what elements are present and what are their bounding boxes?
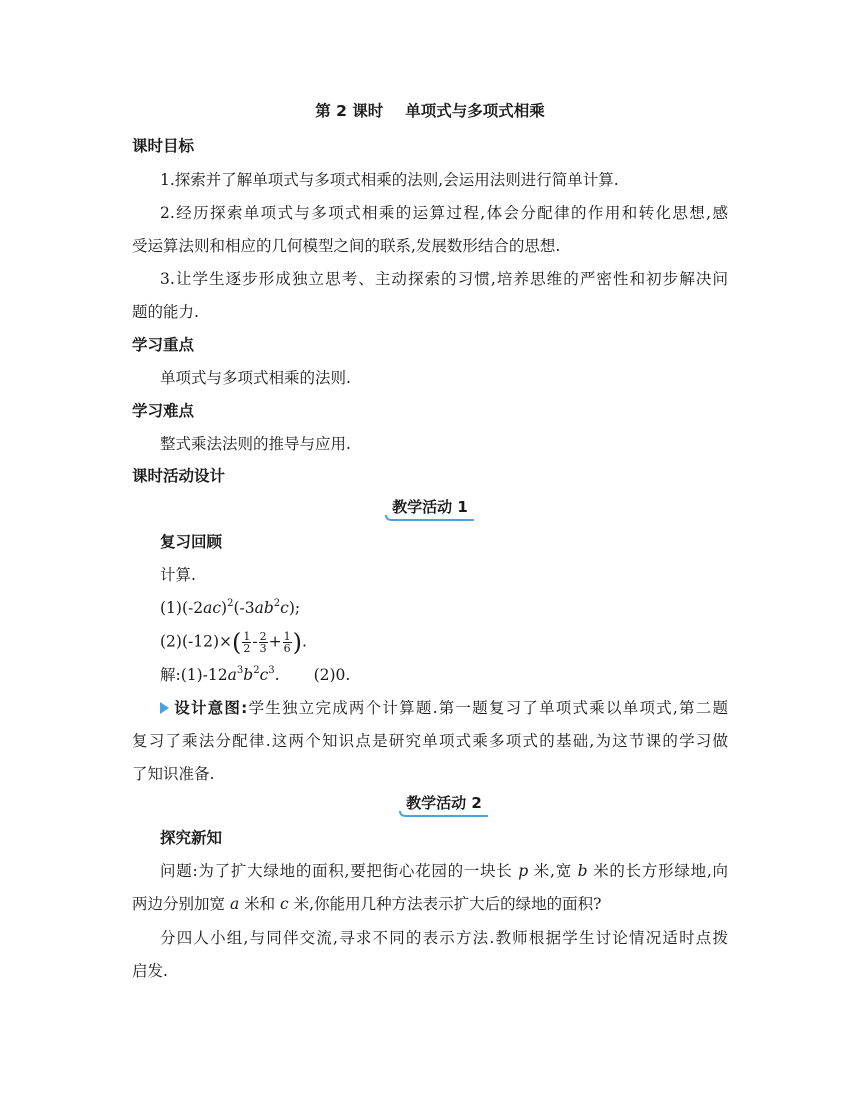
activity-badge-2 — [398, 792, 490, 822]
difficulty-text: 整式乘法法则的推导与应用. — [160, 435, 351, 453]
design-intent-line1: 设计意图:学生独立完成两个计算题.第一题复习了单项式乘以单项式,第二题 — [160, 698, 728, 718]
activity-badge-label: 教学活动 1 — [392, 498, 468, 516]
goal-2-line1: 2.经历探索单项式与多项式相乘的运算过程,体会分配律的作用和转化思想,感 — [160, 204, 728, 222]
fraction-1: $\frac{1}{2}$ — [243, 630, 251, 655]
badge-underline-icon — [398, 810, 490, 820]
discussion-line1: 分四人小组,与同伴交流,寻求不同的表示方法.教师根据学生讨论情况适时点拨 — [160, 929, 728, 947]
activity-badge-label: 教学活动 2 — [406, 794, 482, 812]
problem-line2: 两边分别加宽 a 米和 c 米,你能用几种方法表示扩大后的绿地的面积? — [132, 895, 602, 913]
goal-2-line2: 受运算法则和相应的几何模型之间的联系,发展数形结合的思想. — [132, 237, 561, 255]
lesson-topic: 单项式与多项式相乘 — [405, 102, 545, 120]
section-heading-difficulty: 学习难点 — [132, 402, 195, 420]
key-point-text: 单项式与多项式相乘的法则. — [160, 369, 351, 387]
section-heading-key: 学习重点 — [132, 336, 195, 354]
answer-line: 解$:(1)-12a^3b^2c^3$. (2)0. — [160, 665, 351, 684]
goal-3-line1: 3.让学生逐步形成独立思考、主动探索的习惯,培养思维的严密性和初步解决问 — [160, 270, 728, 288]
badge-underline-icon — [384, 514, 476, 524]
question-2: (2)(-12)×( $\frac{1}{2}$ - $\frac{2}{3}$ + $\frac{1}{6}$ ). — [160, 628, 307, 657]
section-heading-design: 课时活动设计 — [132, 467, 226, 485]
problem-line1: 问题:为了扩大绿地的面积,要把街心花园的一块长 p 米,宽 b 米的长方形绿地,向 — [160, 862, 728, 880]
page-title — [0, 101, 860, 121]
activity-badge-1 — [384, 496, 476, 526]
fraction-2: $\frac{2}{3}$ — [259, 630, 267, 655]
design-intent-line3: 了知识准备. — [132, 765, 215, 783]
discussion-line2: 启发. — [132, 962, 168, 980]
section-heading-goals: 课时目标 — [132, 137, 195, 155]
question-1: $(1)(-2ac)^2(-3ab^2c)$; — [160, 598, 301, 617]
lesson-number: 第 2 课时 — [315, 102, 384, 120]
triangle-marker-icon — [160, 702, 169, 714]
calc-label: 计算. — [160, 566, 196, 584]
design-intent-label: 设计意图: — [173, 699, 248, 717]
design-intent-line2: 复习了乘法分配律.这两个知识点是研究单项式乘多项式的基础,为这节课的学习做 — [132, 732, 728, 750]
fraction-3: $\frac{1}{6}$ — [283, 630, 291, 655]
subheading-review: 复习回顾 — [160, 533, 223, 551]
goal-3-line2: 题的能力. — [132, 303, 199, 321]
subheading-explore: 探究新知 — [160, 829, 223, 847]
goal-1: 1.探索并了解单项式与多项式相乘的法则,会运用法则进行简单计算. — [160, 171, 619, 189]
